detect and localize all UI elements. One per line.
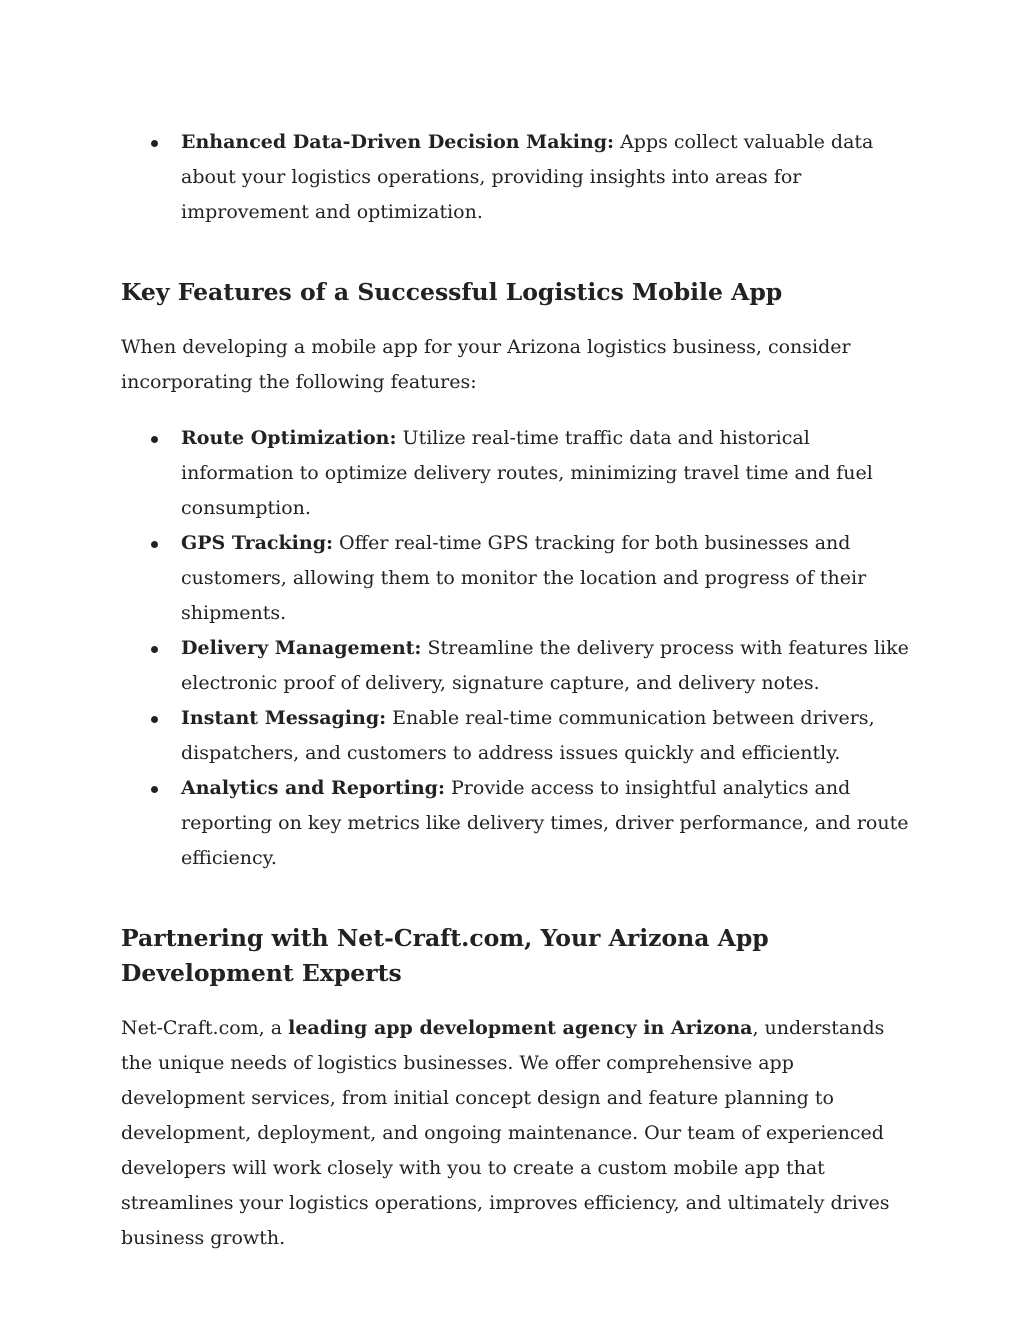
list-item-text: Offer real-time GPS tracking for both businesses and customers, allowing them to monitor the location and progress of their shipments. — [181, 532, 867, 624]
list-item — [121, 125, 911, 230]
list-item-term: Enhanced Data-Driven Decision Making: — [181, 131, 615, 153]
paragraph-rest: , understands the unique needs of logistics businesses. We offer comprehensive app development services, from initial concept design and feature planning to development, deployment, and ongoing maintenance. Our team of experienced developers will work closely with you to create a custom mobile app that streamlines your logistics operations, improves efficiency, and ultimately drives business growth. — [121, 1017, 890, 1249]
section-heading-partnering: Partnering with Net-Craft.com, Your Arizona App Development Experts — [121, 924, 769, 987]
list-item-term: Instant Messaging: — [181, 707, 387, 729]
list-item — [121, 631, 911, 701]
list-item-text: Enable real-time communication between drivers, dispatchers, and customers to address issues quickly and efficiently. — [181, 707, 875, 764]
bullet-icon — [151, 140, 158, 147]
list-item-term: Route Optimization: — [181, 427, 397, 449]
bullet-icon — [151, 646, 158, 653]
section-heading-key-features: Key Features of a Successful Logistics Mobile App — [121, 278, 783, 306]
benefits-list — [121, 125, 911, 230]
list-item-term: GPS Tracking: — [181, 532, 333, 554]
list-item — [121, 526, 911, 631]
list-item — [121, 421, 911, 526]
list-item-text: Apps collect valuable data about your logistics operations, providing insights into areas for improvement and optimization. — [181, 131, 874, 223]
list-item-text: Utilize real-time traffic data and historical information to optimize delivery routes, minimizing travel time and fuel consumption. — [181, 427, 873, 519]
bullet-icon — [151, 541, 158, 548]
partnering-paragraph — [121, 1011, 911, 1256]
list-item-term: Analytics and Reporting: — [181, 777, 445, 799]
list-item-text: Streamline the delivery process with features like electronic proof of delivery, signature capture, and delivery notes. — [181, 637, 909, 694]
features-intro-paragraph: When developing a mobile app for your Arizona logistics business, consider incorporating the following features: — [121, 336, 851, 393]
bullet-icon — [151, 786, 158, 793]
paragraph-lead: Net-Craft.com, a — [121, 1017, 289, 1039]
paragraph-highlight: leading app development agency in Arizona — [288, 1017, 753, 1039]
features-list — [121, 421, 911, 876]
bullet-icon — [151, 716, 158, 723]
document-page — [121, 125, 911, 1256]
list-item — [121, 771, 911, 876]
list-item-text: Provide access to insightful analytics and reporting on key metrics like delivery times, driver performance, and route efficiency. — [181, 777, 909, 869]
bullet-icon — [151, 436, 158, 443]
list-item — [121, 701, 911, 771]
list-item-term: Delivery Management: — [181, 637, 422, 659]
